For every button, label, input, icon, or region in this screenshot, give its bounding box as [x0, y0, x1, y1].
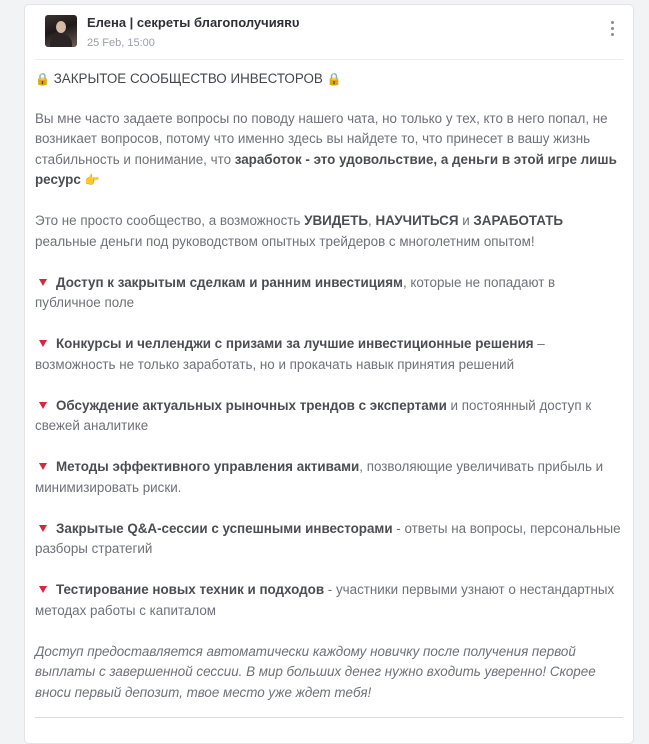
list-item-text: - ответы на вопросы, персональные разборы стратегий	[35, 520, 621, 556]
lock-icon: 🔒	[326, 72, 342, 86]
list-item	[35, 273, 621, 314]
list-item-bold: Методы эффективного управления активами	[56, 459, 360, 474]
more-options-icon[interactable]	[605, 21, 619, 41]
opportunity-text: и	[458, 213, 474, 228]
intro-bold: заработок - это удовольствие, а деньги в этой игре лишь ресурс	[35, 151, 617, 187]
opportunity-text: Это не просто сообщество, а возможность	[35, 213, 305, 228]
list-item-bold: Тестирование новых техник и подходов	[56, 582, 325, 597]
list-item-text: и постоянный доступ к свежей аналитике	[35, 397, 592, 433]
list-item-bold: Конкурсы и челленджи с призами за лучшие инвестиционные решения	[56, 336, 534, 351]
avatar-shoulders	[50, 34, 72, 47]
divider	[35, 717, 623, 718]
list-item-bold: Закрытые Q&A-сессии с успешными инвесторами	[56, 520, 393, 536]
avatar-face	[56, 21, 66, 33]
pointing-hand-icon: 👉	[84, 173, 100, 187]
list-item-text: - участники первыми узнают о нестандартных методах работы с капиталом	[35, 582, 615, 618]
red-triangle-icon	[39, 340, 47, 347]
post-title	[35, 69, 621, 90]
red-triangle-icon	[39, 279, 47, 286]
opportunity-bold: ЗАРАБОТАТЬ	[473, 213, 564, 228]
post-title-text: ЗАКРЫТОЕ СООБЩЕСТВО ИНВЕСТОРОВ	[53, 71, 323, 86]
opportunity-text: реальные деньги под руководством опытных трейдеров с многолетним опытом!	[35, 233, 535, 249]
intro-paragraph	[35, 109, 621, 191]
post-header	[35, 5, 623, 60]
opportunity-text: ,	[368, 213, 376, 228]
opportunity-bold: УВИДЕТЬ	[304, 213, 369, 228]
closing-paragraph: Доступ предоставляется автоматически каждому новичку после получения первой выплаты с завершенной сессии. В мир больших денег нужно входить уверенно! Скорее вноси первый депозит, твое место уже ждет тебя!	[35, 643, 596, 700]
post-date: 25 Feb, 15:00	[87, 37, 155, 49]
list-item	[35, 334, 621, 375]
list-item-text: , которые не попадают в публичное поле	[35, 274, 556, 310]
avatar[interactable]	[45, 15, 77, 47]
list-item	[35, 396, 621, 437]
list-item-bold: Обсуждение актуальных рыночных трендов с экспертами	[56, 397, 447, 413]
red-triangle-icon	[39, 402, 47, 409]
post-body	[25, 60, 633, 703]
opportunity-bold: НАУЧИТЬСЯ	[375, 213, 459, 228]
red-triangle-icon	[39, 463, 47, 470]
post-card	[24, 4, 634, 744]
red-triangle-icon	[39, 586, 47, 593]
list-item-bold: Доступ к закрытым сделкам и ранним инвестициям	[56, 274, 403, 290]
list-item-text: – возможность не только заработать, но и прокачать навык принятия решений	[35, 336, 545, 372]
opportunity-paragraph	[35, 211, 621, 252]
list-item	[35, 457, 621, 498]
lock-icon: 🔒	[35, 72, 50, 86]
list-item	[35, 519, 621, 560]
list-item	[35, 580, 621, 621]
intro-text: Вы мне часто задаете вопросы по поводу нашего чата, но только у тех, кто в него попал, не возникает вопросов, потому что именно здесь вы найдете то, что принесет в вашу жизнь стабильность и понимание, что	[35, 110, 608, 167]
list-item-text: , позволяющие увеличивать прибыль и минимизировать риски.	[35, 459, 604, 495]
author-name[interactable]: Елена | секреты благополучияʀᴜ	[87, 15, 300, 30]
red-triangle-icon	[39, 525, 47, 532]
